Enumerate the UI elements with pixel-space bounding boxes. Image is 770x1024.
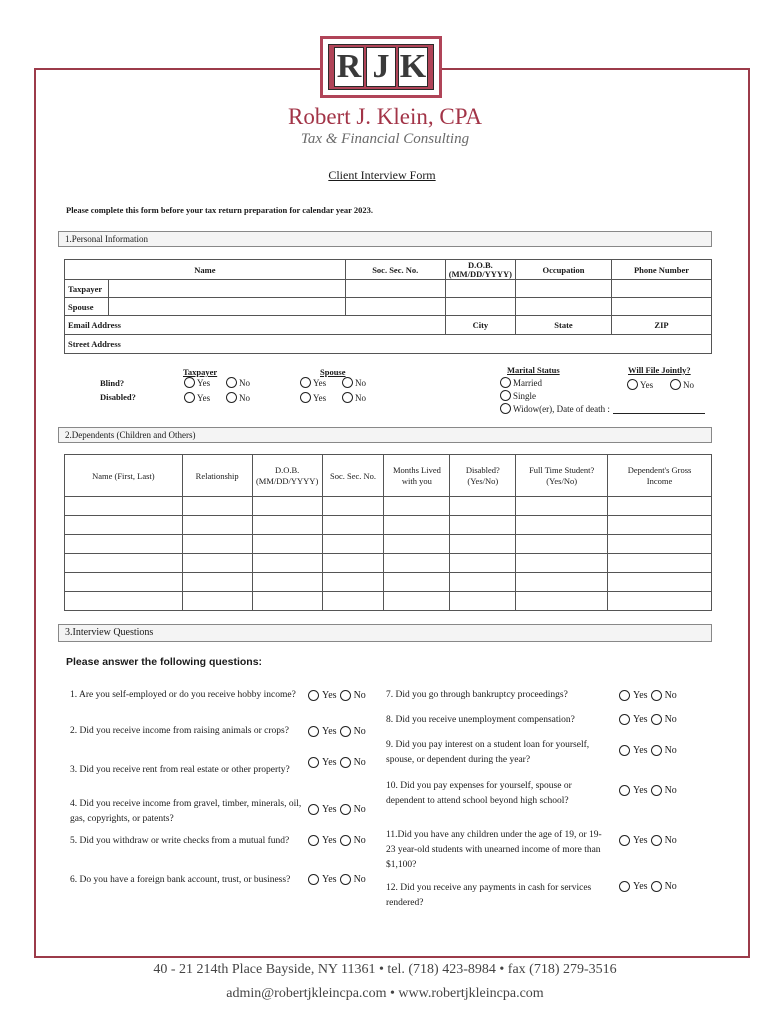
radio-icon[interactable] (500, 390, 511, 401)
dep-col-fulltime (516, 455, 608, 497)
radio-icon[interactable] (500, 377, 511, 388)
radio-icon[interactable] (619, 690, 630, 701)
dep-cell[interactable] (516, 497, 608, 516)
dependent-row[interactable] (65, 554, 712, 573)
radio-icon[interactable] (308, 726, 319, 737)
dep-cell[interactable] (65, 554, 183, 573)
no-label: No (353, 874, 366, 885)
dep-cell[interactable] (608, 554, 712, 573)
dob-format: (MM/DD/YYYY) (448, 268, 512, 279)
footer-contact: admin@robertjkleincpa.com • www.robertjkleincpa.com (226, 986, 544, 1001)
radio-icon[interactable] (627, 379, 638, 390)
taxpayer-blind-yes[interactable] (184, 377, 210, 388)
no-label: No (664, 690, 677, 701)
dep-cell[interactable] (608, 535, 712, 554)
radio-icon[interactable] (226, 392, 237, 403)
dep-cell[interactable] (182, 573, 252, 592)
firm-subtitle: Tax & Financial Consulting (300, 131, 470, 147)
spouse-blind-no[interactable] (342, 377, 366, 388)
no-label: No (664, 714, 677, 725)
radio-icon[interactable] (342, 377, 353, 388)
radio-icon[interactable] (340, 726, 351, 737)
dep-cell[interactable] (516, 516, 608, 535)
radio-icon[interactable] (619, 714, 630, 725)
radio-icon[interactable] (308, 757, 319, 768)
blind-label: Blind? (100, 378, 125, 388)
dependent-row[interactable] (65, 592, 712, 611)
state-input[interactable] (516, 316, 612, 335)
radio-icon[interactable] (184, 377, 195, 388)
email-input[interactable] (65, 316, 446, 335)
option-label: No (355, 377, 366, 388)
yes-label: Yes (633, 745, 648, 756)
question-12-answer[interactable] (619, 881, 677, 892)
state-label: State (554, 320, 573, 330)
dep-cell[interactable] (450, 497, 516, 516)
dep-cell[interactable] (65, 535, 183, 554)
yes-label: Yes (633, 714, 648, 725)
city-input[interactable] (445, 316, 515, 335)
dep-cell[interactable] (252, 497, 322, 516)
col-phone-header: Phone Number (612, 260, 712, 280)
marital-single[interactable] (500, 390, 536, 401)
option-label: Yes (313, 392, 327, 403)
logo-letter-r: R (334, 47, 364, 87)
radio-icon[interactable] (500, 403, 511, 414)
question-2-answer[interactable] (308, 726, 366, 737)
question-4-answer[interactable] (308, 804, 366, 815)
dep-gross-sub: Income (646, 475, 673, 486)
option-label: Yes (313, 377, 327, 388)
question-11: 11.Did you have any children under the age of 19, or 19-23 year-old students with unearned income of more than $1,100? (386, 830, 602, 870)
yes-label: Yes (633, 881, 648, 892)
dep-cell[interactable] (252, 573, 322, 592)
date-of-death-input[interactable] (613, 413, 705, 414)
dep-cell[interactable] (516, 535, 608, 554)
personal-info-table (64, 259, 712, 354)
dep-cell[interactable] (182, 497, 252, 516)
disabled-label: Disabled? (100, 392, 136, 402)
dep-cell[interactable] (516, 573, 608, 592)
form-title: Client Interview Form (328, 168, 436, 182)
dep-dob-label: D.O.B. (274, 464, 300, 475)
logo-panel (328, 44, 434, 90)
dependents-table (64, 454, 712, 611)
footer-address: 40 - 21 214th Place Bayside, NY 11361 • tel. (718) 423-8984 • fax (718) 279-3516 (153, 962, 617, 977)
dep-gross-label: Dependent's Gross (627, 464, 692, 475)
dep-cell[interactable] (384, 573, 450, 592)
dep-cell[interactable] (65, 592, 183, 611)
yes-label: Yes (322, 835, 337, 846)
dep-cell[interactable] (322, 516, 384, 535)
dep-months-label: Months Lived (392, 464, 441, 475)
question-5: 5. Did you withdraw or write checks from a mutual fund? (70, 836, 290, 846)
dependent-row[interactable] (65, 516, 712, 535)
dependent-row[interactable] (65, 497, 712, 516)
no-label: No (664, 745, 677, 756)
dep-cell[interactable] (608, 592, 712, 611)
dep-months-sub: with you (401, 475, 432, 486)
yes-label: Yes (322, 757, 337, 768)
email-label: Email Address (68, 320, 121, 330)
radio-icon[interactable] (619, 835, 630, 846)
question-1: 1. Are you self-employed or do you receive hobby income? (70, 690, 296, 700)
option-label: Married (513, 377, 542, 388)
question-10: 10. Did you pay expenses for yourself, spouse or dependent to attend school beyond high school? (386, 781, 572, 806)
zip-input[interactable] (612, 316, 712, 335)
dep-cell[interactable] (450, 554, 516, 573)
radio-icon[interactable] (340, 804, 351, 815)
firm-logo (320, 36, 442, 98)
dep-cell[interactable] (182, 554, 252, 573)
radio-icon[interactable] (226, 377, 237, 388)
spouse-ssn-input[interactable] (345, 298, 445, 316)
zip-label: ZIP (654, 320, 669, 330)
dep-cell[interactable] (384, 497, 450, 516)
radio-icon[interactable] (651, 690, 662, 701)
dep-cell[interactable] (322, 573, 384, 592)
option-label: Yes (640, 379, 654, 390)
taxpayer-group-header: Taxpayer (183, 367, 218, 377)
city-label: City (472, 320, 489, 330)
dep-col-disabled (450, 455, 516, 497)
dep-cell[interactable] (182, 516, 252, 535)
dep-cell[interactable] (252, 592, 322, 611)
question-6-answer[interactable] (308, 874, 366, 885)
question-7: 7. Did you go through bankruptcy proceedings? (386, 690, 568, 700)
dependent-row[interactable] (65, 535, 712, 554)
option-label: No (683, 379, 694, 390)
radio-icon[interactable] (340, 757, 351, 768)
dep-cell[interactable] (384, 554, 450, 573)
question-3-answer[interactable] (308, 757, 366, 768)
option-label: No (355, 392, 366, 403)
col-occupation-header: Occupation (516, 260, 612, 280)
dep-cell[interactable] (384, 535, 450, 554)
dep-cell[interactable] (322, 554, 384, 573)
dep-cell[interactable] (608, 573, 712, 592)
section-personal-info: 1.Personal Information (58, 231, 712, 247)
question-3: 3. Did you receive rent from real estate or other property? (70, 765, 290, 775)
dep-cell[interactable] (322, 497, 384, 516)
radio-icon[interactable] (619, 745, 630, 756)
marital-status-header: Marital Status (507, 365, 560, 375)
spouse-disabled-yes[interactable] (300, 392, 326, 403)
question-4: 4. Did you receive income from gravel, timber, minerals, oil, gas, copyrights, or patents? (70, 799, 302, 824)
dep-cell[interactable] (608, 516, 712, 535)
section-interview-questions: 3.Interview Questions (58, 624, 712, 642)
no-label: No (353, 690, 366, 701)
dep-cell[interactable] (182, 535, 252, 554)
radio-icon[interactable] (308, 690, 319, 701)
option-label: Widow(er), Date of death : (513, 403, 610, 414)
dep-cell[interactable] (450, 592, 516, 611)
no-label: No (353, 757, 366, 768)
dependent-row[interactable] (65, 573, 712, 592)
dep-cell[interactable] (516, 592, 608, 611)
yes-label: Yes (322, 874, 337, 885)
no-label: No (353, 804, 366, 815)
file-jointly-no[interactable] (670, 379, 694, 390)
firm-name: Robert J. Klein, CPA (287, 104, 483, 129)
radio-icon[interactable] (300, 377, 311, 388)
dep-cell[interactable] (252, 554, 322, 573)
radio-icon[interactable] (308, 804, 319, 815)
radio-icon[interactable] (651, 745, 662, 756)
col-ssn-header: Soc. Sec. No. (345, 260, 445, 280)
marital-married[interactable] (500, 377, 542, 388)
col-dob-header (445, 260, 515, 280)
radio-icon[interactable] (340, 690, 351, 701)
option-label: No (239, 392, 250, 403)
marital-widow[interactable] (500, 403, 610, 414)
no-label: No (353, 726, 366, 737)
dep-cell[interactable] (252, 516, 322, 535)
no-label: No (664, 835, 677, 846)
radio-icon[interactable] (340, 874, 351, 885)
dep-dob-format: (MM/DD/YYYY) (255, 475, 319, 486)
col-name-header: Name (65, 260, 346, 280)
dep-col-dob (252, 455, 322, 497)
dep-cell[interactable] (384, 516, 450, 535)
yes-label: Yes (633, 835, 648, 846)
dep-fulltime-label: Full Time Student? (529, 464, 595, 475)
form-intro: Please complete this form before your tax return preparation for calendar year 2023. (66, 205, 373, 215)
question-5-answer[interactable] (308, 835, 366, 846)
dob-label: D.O.B. (467, 259, 493, 270)
radio-icon[interactable] (308, 835, 319, 846)
question-8-answer[interactable] (619, 714, 677, 725)
file-jointly-header: Will File Jointly? (628, 365, 691, 375)
taxpayer-name-input[interactable] (109, 280, 346, 298)
question-8: 8. Did you receive unemployment compensation? (386, 715, 575, 725)
question-9: 9. Did you pay interest on a student loan for yourself, spouse, or dependent during the year? (386, 740, 590, 765)
taxpayer-phone-input[interactable] (612, 280, 712, 298)
dep-cell[interactable] (450, 573, 516, 592)
dep-cell[interactable] (322, 592, 384, 611)
question-10-answer[interactable] (619, 785, 677, 796)
dep-fulltime-sub: (Yes/No) (546, 475, 578, 486)
yes-label: Yes (322, 804, 337, 815)
no-label: No (664, 785, 677, 796)
dep-cell[interactable] (182, 592, 252, 611)
radio-icon[interactable] (651, 881, 662, 892)
question-12: 12. Did you receive any payments in cash for services rendered? (386, 883, 592, 908)
radio-icon[interactable] (651, 714, 662, 725)
taxpayer-dob-input[interactable] (445, 280, 515, 298)
dep-col-name: Name (First, Last) (65, 455, 183, 497)
file-jointly-yes[interactable] (627, 379, 653, 390)
dep-cell[interactable] (322, 535, 384, 554)
dep-cell[interactable] (65, 516, 183, 535)
questions-prompt: Please answer the following questions: (66, 656, 263, 668)
spouse-name-input[interactable] (109, 298, 346, 316)
radio-icon[interactable] (342, 392, 353, 403)
dep-cell[interactable] (252, 535, 322, 554)
taxpayer-ssn-input[interactable] (345, 280, 445, 298)
logo-letter-j: J (366, 47, 396, 87)
dep-cell[interactable] (65, 573, 183, 592)
dep-cell[interactable] (516, 554, 608, 573)
dep-disabled-sub: (Yes/No) (467, 475, 499, 486)
dep-cell[interactable] (450, 516, 516, 535)
yes-label: Yes (633, 785, 648, 796)
spouse-group-header: Spouse (320, 367, 346, 377)
taxpayer-disabled-no[interactable] (226, 392, 250, 403)
no-label: No (664, 881, 677, 892)
question-9-answer[interactable] (619, 745, 677, 756)
question-1-answer[interactable] (308, 690, 366, 701)
spouse-occupation-input[interactable] (516, 298, 612, 316)
spouse-disabled-no[interactable] (342, 392, 366, 403)
question-7-answer[interactable] (619, 690, 677, 701)
question-2: 2. Did you receive income from raising animals or crops? (70, 726, 289, 736)
radio-icon[interactable] (619, 785, 630, 796)
taxpayer-disabled-yes[interactable] (184, 392, 210, 403)
dep-col-gross-income (608, 455, 712, 497)
taxpayer-occupation-input[interactable] (516, 280, 612, 298)
dep-cell[interactable] (384, 592, 450, 611)
radio-icon[interactable] (308, 874, 319, 885)
option-label: Single (513, 390, 537, 401)
option-label: Yes (197, 377, 211, 388)
yes-label: Yes (322, 690, 337, 701)
dep-cell[interactable] (65, 497, 183, 516)
radio-icon[interactable] (184, 392, 195, 403)
radio-icon[interactable] (340, 835, 351, 846)
dep-col-relationship: Relationship (182, 455, 252, 497)
section-dependents: 2.Dependents (Children and Others) (58, 427, 712, 443)
spouse-phone-input[interactable] (612, 298, 712, 316)
no-label: No (353, 835, 366, 846)
street-address-label: Street Address (68, 339, 121, 349)
radio-icon[interactable] (670, 379, 681, 390)
row-taxpayer-label: Taxpayer (65, 280, 109, 298)
radio-icon[interactable] (651, 785, 662, 796)
option-label: Yes (197, 392, 211, 403)
dep-cell[interactable] (608, 497, 712, 516)
yes-label: Yes (322, 726, 337, 737)
spouse-dob-input[interactable] (445, 298, 515, 316)
dep-col-ssn: Soc. Sec. No. (322, 455, 384, 497)
radio-icon[interactable] (651, 835, 662, 846)
question-6: 6. Do you have a foreign bank account, trust, or business? (70, 875, 291, 885)
taxpayer-blind-no[interactable] (226, 377, 250, 388)
radio-icon[interactable] (619, 881, 630, 892)
dep-disabled-label: Disabled? (465, 464, 500, 475)
dep-col-months (384, 455, 450, 497)
question-11-answer[interactable] (619, 835, 677, 846)
dep-cell[interactable] (450, 535, 516, 554)
radio-icon[interactable] (300, 392, 311, 403)
logo-letter-k: K (399, 48, 427, 85)
yes-label: Yes (633, 690, 648, 701)
option-label: No (239, 377, 250, 388)
spouse-blind-yes[interactable] (300, 377, 326, 388)
street-address-input[interactable] (65, 335, 712, 354)
row-spouse-label: Spouse (65, 298, 109, 316)
